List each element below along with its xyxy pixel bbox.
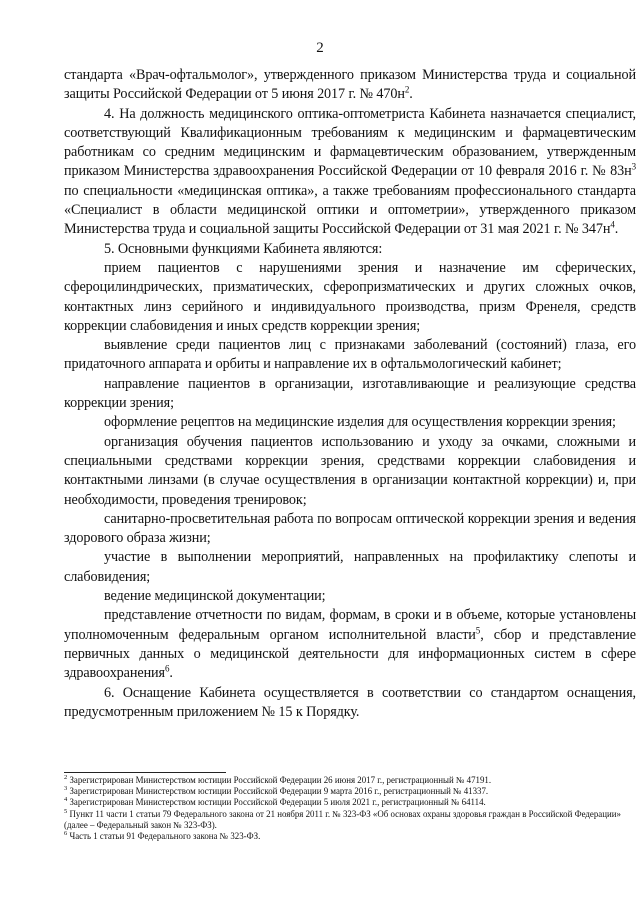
text-run: Зарегистрирован Министерством юстиции Российской Федерации 9 марта 2016 г., регистрационный № 41337. xyxy=(67,786,489,797)
text-run: . xyxy=(409,86,413,103)
footnote-ref: 4 xyxy=(610,219,615,230)
text-run: прием пациентов с нарушениями зрения и назначение им сферических, сфероцилиндрических, призматических, сферопризматических и других сложных очков, контактных линз серийного и индивидуального производства, призм Френеля, средств коррекции слабовидения и иных средств коррекции зрения; xyxy=(64,259,636,334)
paragraph-p7 xyxy=(64,433,636,510)
text-run: представление отчетности по видам, формам, в сроки и в объеме, которые установлены уполномоченным федеральным органом исполнительной власти xyxy=(64,607,636,643)
footnote-ref: 3 xyxy=(631,161,636,172)
footnote-divider xyxy=(64,772,226,773)
footnote-ref: 6 xyxy=(164,663,170,674)
footnote-ref: 2 xyxy=(64,774,68,782)
paragraph-p11 xyxy=(64,606,636,683)
footnote-fn4 xyxy=(64,797,639,808)
footnote-fn5 xyxy=(64,809,639,831)
text-run: 4. На должность медицинского оптика-оптометриста Кабинета назначается специалист, соответствующий Квалификационным требованиям к медицинским и фармацевтическим работникам со средним медицинским и фармацевтическим образованием, утвержденным приказом Министерства здравоохранения Российской Федерации от 10 февраля 2016 г. № 83н xyxy=(64,105,636,180)
footnote-fn6 xyxy=(64,831,639,842)
text-run: оформление рецептов на медицинские изделия для осуществления коррекции зрения; xyxy=(104,414,616,431)
text-run: стандарта «Врач-офтальмолог», утвержденного приказом Министерства труда и социальной защиты Российской Федерации от 5 июня 2017 г. № 470н xyxy=(64,67,636,103)
text-run: участие в выполнении мероприятий, направленных на профилактику слепоты и слабовидения; xyxy=(64,549,636,585)
paragraph-p9 xyxy=(64,548,636,587)
text-run: ведение медицинской документации; xyxy=(104,588,326,605)
paragraph-p1 xyxy=(64,105,636,240)
footnote-ref: 3 xyxy=(64,785,68,793)
page-number: 2 xyxy=(316,40,324,56)
text-run: по специальности «медицинская оптика», а также требованиям профессионального стандарта «Специалист в области медицинской оптики и оптометрии», утвержденного приказом Министерства труда и социальной защиты Российской Федерации от 31 мая 2021 г. № 347н xyxy=(64,182,636,238)
text-run: , сбор и представление первичных данных о медицинской деятельности для информационных систем в сфере здравоохранения xyxy=(64,626,636,682)
footnote-ref: 4 xyxy=(64,796,68,804)
footnote-fn3 xyxy=(64,786,639,797)
text-run: направление пациентов в организации, изготавливающие и реализующие средства коррекции зрения; xyxy=(64,375,636,412)
paragraph-p3 xyxy=(64,259,636,336)
footnote-ref: 6 xyxy=(64,830,68,838)
footnote-fn2 xyxy=(64,775,639,786)
text-run: Зарегистрирован Министерством юстиции Российской Федерации 5 июля 2021 г., регистрационный № 64114. xyxy=(67,797,486,808)
text-run: . xyxy=(169,665,173,682)
text-run: 6. Оснащение Кабинета осуществляется в соответствии со стандартом оснащения, предусмотренным приложением № 15 к Порядку. xyxy=(64,684,636,720)
paragraph-p12 xyxy=(64,684,636,723)
paragraph-p10 xyxy=(64,587,636,606)
paragraph-p2 xyxy=(64,240,636,259)
paragraph-p4 xyxy=(64,336,636,375)
text-run: Часть 1 статьи 91 Федерального закона № 323-ФЗ. xyxy=(67,831,261,842)
text-run: . xyxy=(614,221,619,238)
paragraph-p6 xyxy=(64,413,636,432)
text-run: Зарегистрирован Министерством юстиции Российской Федерации 26 июня 2017 г., регистрационный № 47191. xyxy=(67,775,492,785)
text-run: выявление среди пациентов лиц с признаками заболеваний (состояний) глаза, его придаточного аппарата и орбиты и направление их в офтальмологический кабинет; xyxy=(64,337,636,373)
paragraph-p5 xyxy=(64,375,636,414)
text-run: Пункт 11 части 1 статьи 79 Федерального закона от 21 ноября 2011 г. № 323-ФЗ «Об основах охраны здоровья граждан в Российской Федерации» (далее – Федеральный закон № 323-ФЗ). xyxy=(64,808,621,830)
text-run: санитарно-просветительная работа по вопросам оптической коррекции зрения и ведения здорового образа жизни; xyxy=(64,510,636,547)
paragraph-p0 xyxy=(64,66,636,105)
footnotes xyxy=(64,775,639,842)
footnote-ref: 2 xyxy=(404,84,410,95)
text-run: 5. Основными функциями Кабинета являются: xyxy=(104,240,383,257)
paragraph-p8 xyxy=(64,510,636,549)
footnote-ref: 5 xyxy=(475,624,481,635)
footnote-ref: 5 xyxy=(64,807,68,815)
text-run: организация обучения пациентов использованию и уходу за очками, сложными и специальными средствами коррекции зрения, средствами коррекции слабовидения и контактными линзами (в случае осуществления в организации контактной коррекции) и, при необходимости, проведения тренировок; xyxy=(64,433,636,508)
body-text xyxy=(64,66,636,722)
